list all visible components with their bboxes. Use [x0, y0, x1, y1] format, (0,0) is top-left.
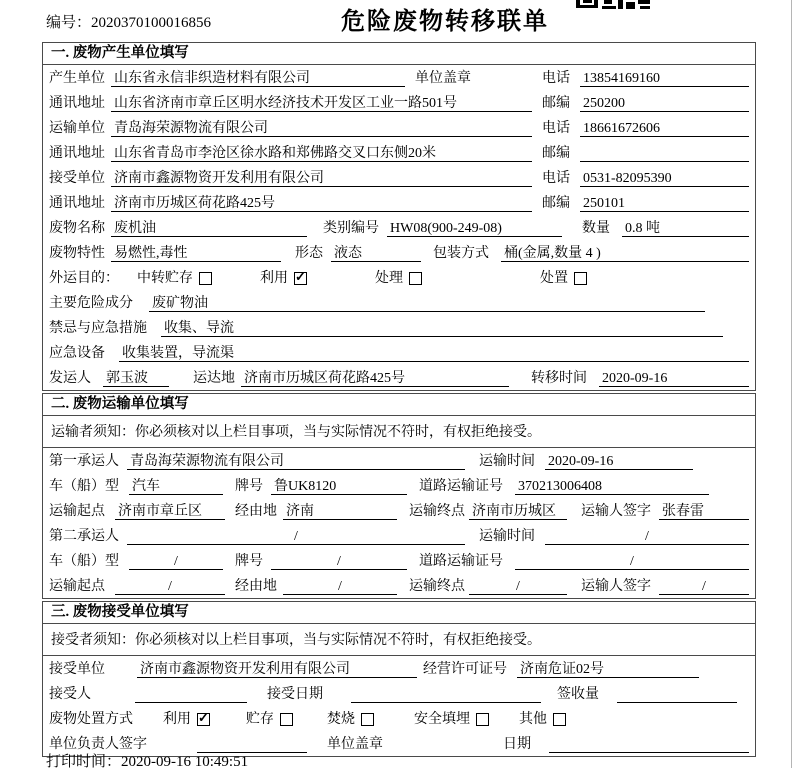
receiver-phone-value: 0531-82095390 [580, 170, 749, 187]
form-value: 液态 [331, 245, 421, 262]
purpose-option-dispose [540, 267, 587, 287]
row-disposal-method [43, 706, 755, 731]
transporter-phone-label: 电话 [542, 121, 570, 136]
carrier2-plate-label: 牌号 [235, 554, 263, 569]
purpose-treat-label: 处理 [375, 271, 403, 286]
purpose-transfer-label: 中转贮存 [137, 271, 193, 286]
disposal-other-label: 其他 [519, 712, 547, 727]
purpose-label: 外运目的： [49, 271, 119, 286]
purpose-treat-checkbox [409, 272, 422, 285]
receiver-stamp-label: 单位盖章 [327, 737, 383, 752]
row-waste-name [43, 215, 755, 240]
row-purpose [43, 265, 755, 290]
category-value: HW08(900-249-08) [387, 220, 562, 237]
purpose-use-label: 利用 [260, 271, 288, 286]
carrier2-permit-value: / [515, 553, 749, 570]
sign-date-label: 日期 [503, 737, 531, 752]
row-carrier2 [43, 523, 755, 548]
waste-name-label: 废物名称 [49, 221, 105, 236]
transporter-label: 运输单位 [49, 121, 105, 136]
carrier2-time-value: / [545, 528, 749, 545]
row-transporter [43, 115, 755, 140]
carrier2-plate-value: / [271, 553, 407, 570]
section-producer-title: 一. 废物产生单位填写 [43, 43, 755, 65]
row-emergency-measures [43, 315, 755, 340]
receiver-address-group [49, 192, 542, 212]
carrier1-sign-label: 运输人签字 [581, 504, 651, 519]
print-time-value: 2020-09-16 10:49:51 [121, 754, 249, 768]
carrier2-dest-label: 运输终点 [409, 579, 465, 594]
row-receiving-unit [43, 656, 755, 681]
row-producer-address [43, 90, 755, 115]
row-carrier1 [43, 448, 755, 473]
sign-date-value [549, 736, 749, 753]
transporter-zip-label: 邮编 [542, 146, 570, 161]
disposal-option-store [246, 708, 293, 728]
waste-name-value: 废机油 [111, 220, 307, 237]
disposal-store-label: 贮存 [246, 712, 274, 727]
receiver-zip-label: 邮编 [542, 196, 570, 211]
quantity-value: 0.8 吨 [622, 220, 749, 237]
form-label: 形态 [295, 246, 323, 261]
purpose-option-use [260, 267, 307, 287]
row-carrier1-vehicle [43, 473, 755, 498]
disposal-incinerate-checkbox [361, 713, 374, 726]
emergency-label: 禁忌与应急措施 [49, 321, 147, 336]
receiver-value: 济南市鑫源物资开发利用有限公司 [111, 170, 532, 187]
receiver-address-label: 通讯地址 [49, 196, 105, 211]
qr-code-fragment [576, 0, 650, 11]
receiver-phone-label: 电话 [542, 171, 570, 186]
receiver-notice: 接受者须知：你必须核对以上栏目事项，当与实际情况不符时，有权拒绝接受。 [43, 624, 755, 656]
carrier1-via-label: 经由地 [235, 504, 277, 519]
carrier1-vehicle-label: 车（船）型 [49, 479, 119, 494]
disposal-store-checkbox [280, 713, 293, 726]
section-receiver-title: 三. 废物接受单位填写 [43, 602, 755, 624]
row-emergency-equipment [43, 340, 755, 365]
producer-left-group [49, 67, 542, 87]
producer-address-value: 山东省济南市章丘区明水经济技术开发区工业一路501号 [111, 95, 532, 112]
carrier2-origin-label: 运输起点 [49, 579, 105, 594]
carrier1-plate-label: 牌号 [235, 479, 263, 494]
disposal-landfill-label: 安全填埋 [414, 712, 470, 727]
carrier1-time-label: 运输时间 [479, 454, 535, 469]
hazard-label: 主要危险成分 [49, 296, 133, 311]
carrier1-via-value: 济南 [283, 503, 397, 520]
transporter-address-group [49, 142, 542, 162]
disposal-use-checkbox [197, 713, 210, 726]
transporter-group [49, 117, 542, 137]
receiver-zip-value: 250101 [580, 195, 749, 212]
disposal-incinerate-label: 焚烧 [327, 712, 355, 727]
purpose-transfer-checkbox [199, 272, 212, 285]
dispatcher-label: 发运人 [49, 371, 91, 386]
row-carrier2-route [43, 573, 755, 598]
carrier1-origin-value: 济南市章丘区 [115, 503, 225, 520]
transporter-value: 青岛海荣源物流有限公司 [111, 120, 532, 137]
recipient-label: 接受人 [49, 687, 91, 702]
producer-address-label: 通讯地址 [49, 96, 105, 111]
receive-date-label: 接受日期 [267, 687, 323, 702]
receiver-group [49, 167, 542, 187]
hazard-value: 废矿物油 [149, 295, 705, 312]
disposal-option-use [163, 708, 210, 728]
character-label: 废物特性 [49, 246, 105, 261]
carrier1-sign-value: 张春雷 [659, 503, 749, 520]
carrier2-sign-label: 运输人签字 [581, 579, 651, 594]
row-dispatch [43, 365, 755, 390]
transporter-phone-value: 18661672606 [580, 120, 749, 137]
purpose-option-treat [375, 267, 422, 287]
carrier1-label: 第一承运人 [49, 454, 119, 469]
carrier1-plate-value: 鲁UK8120 [271, 478, 407, 495]
purpose-option-transfer [137, 267, 212, 287]
transfer-time-value: 2020-09-16 [599, 370, 749, 387]
category-label: 类别编号 [323, 221, 379, 236]
received-amount-value [617, 686, 737, 703]
destination-label: 运达地 [193, 371, 235, 386]
purpose-dispose-checkbox [574, 272, 587, 285]
equipment-value: 收集装置，导流渠 [119, 345, 749, 362]
receiver-label: 接受单位 [49, 171, 105, 186]
purpose-use-checkbox [294, 272, 307, 285]
carrier1-vehicle-value: 汽车 [129, 478, 223, 495]
producer-zip-label: 邮编 [542, 96, 570, 111]
producer-address-group [49, 92, 542, 112]
carrier2-via-label: 经由地 [235, 579, 277, 594]
disposal-option-incinerate [327, 708, 374, 728]
disposal-option-landfill [414, 708, 489, 728]
disposal-other-checkbox [553, 713, 566, 726]
carrier2-value: / [127, 528, 465, 545]
row-carrier1-route [43, 498, 755, 523]
carrier1-time-value: 2020-09-16 [545, 453, 693, 470]
license-label: 经营许可证号 [423, 662, 507, 677]
carrier2-via-value: / [283, 578, 397, 595]
row-receiver-address [43, 190, 755, 215]
quantity-label: 数量 [582, 221, 610, 236]
unit-stamp-label: 单位盖章 [415, 71, 471, 86]
producer-value: 山东省永信非织造材料有限公司 [111, 70, 405, 87]
carrier2-time-label: 运输时间 [479, 529, 535, 544]
transport-notice: 运输者须知：你必须核对以上栏目事项，当与实际情况不符时，有权拒绝接受。 [43, 416, 755, 448]
print-time-label: 打印时间： [46, 754, 122, 768]
packing-value: 桶(金属,数量 4 ) [501, 245, 749, 262]
row-hazard-component [43, 290, 755, 315]
transporter-address-label: 通讯地址 [49, 146, 105, 161]
received-amount-label: 签收量 [557, 687, 599, 702]
section-producer [42, 42, 756, 391]
row-receiver [43, 165, 755, 190]
carrier2-vehicle-value: / [129, 553, 223, 570]
carrier2-label: 第二承运人 [49, 529, 119, 544]
carrier1-permit-value: 370213006408 [515, 478, 709, 495]
purpose-dispose-label: 处置 [540, 271, 568, 286]
section-transport [42, 393, 756, 599]
license-value: 济南危证02号 [517, 661, 699, 678]
transporter-address-value: 山东省青岛市李沧区徐水路和郑佛路交叉口东侧20米 [111, 145, 532, 162]
transporter-zip-value [580, 145, 749, 162]
producer-phone-value: 13854169160 [580, 70, 749, 87]
producer-label: 产生单位 [49, 71, 105, 86]
disposal-option-other [519, 708, 566, 728]
packing-label: 包装方式 [433, 246, 489, 261]
producer-zip-value: 250200 [580, 95, 749, 112]
carrier2-origin-value: / [115, 578, 225, 595]
disposal-label: 废物处置方式 [49, 712, 133, 727]
carrier1-dest-label: 运输终点 [409, 504, 465, 519]
section-transport-title: 二. 废物运输单位填写 [43, 394, 755, 416]
emergency-value: 收集、导流 [161, 320, 723, 337]
page-edge-line [791, 0, 792, 768]
receiver-address-value: 济南市历城区荷花路425号 [111, 195, 532, 212]
row-carrier2-vehicle [43, 548, 755, 573]
responsible-sign-label: 单位负责人签字 [49, 737, 147, 752]
recipient-value [135, 686, 247, 703]
section-receiver [42, 601, 756, 757]
character-value: 易燃性,毒性 [111, 245, 281, 262]
carrier1-value: 青岛海荣源物流有限公司 [127, 453, 465, 470]
receive-date-value [351, 686, 541, 703]
print-time [46, 750, 248, 768]
carrier1-dest-value: 济南市历城区 [469, 503, 567, 520]
carrier2-permit-label: 道路运输证号 [419, 554, 503, 569]
row-producer [43, 65, 755, 90]
disposal-landfill-checkbox [476, 713, 489, 726]
form-content [42, 42, 756, 759]
page-title: 危险废物转移联单 [341, 9, 549, 35]
producer-phone-label: 电话 [542, 71, 570, 86]
receiving-unit-label: 接受单位 [49, 662, 105, 677]
destination-value: 济南市历城区荷花路425号 [241, 370, 509, 387]
receiving-unit-value: 济南市鑫源物资开发利用有限公司 [137, 661, 417, 678]
serial-label: 编号： [46, 15, 92, 31]
carrier1-origin-label: 运输起点 [49, 504, 105, 519]
transfer-time-label: 转移时间 [531, 371, 587, 386]
dispatcher-value: 郭玉波 [103, 370, 169, 387]
row-waste-character [43, 240, 755, 265]
row-receiving-person [43, 681, 755, 706]
carrier2-dest-value: / [469, 578, 567, 595]
carrier2-sign-value: / [659, 578, 749, 595]
serial-value: 2020370100016856 [91, 15, 212, 31]
row-transporter-address [43, 140, 755, 165]
equipment-label: 应急设备 [49, 346, 105, 361]
carrier1-permit-label: 道路运输证号 [419, 479, 503, 494]
carrier2-vehicle-label: 车（船）型 [49, 554, 119, 569]
disposal-use-label: 利用 [163, 712, 191, 727]
